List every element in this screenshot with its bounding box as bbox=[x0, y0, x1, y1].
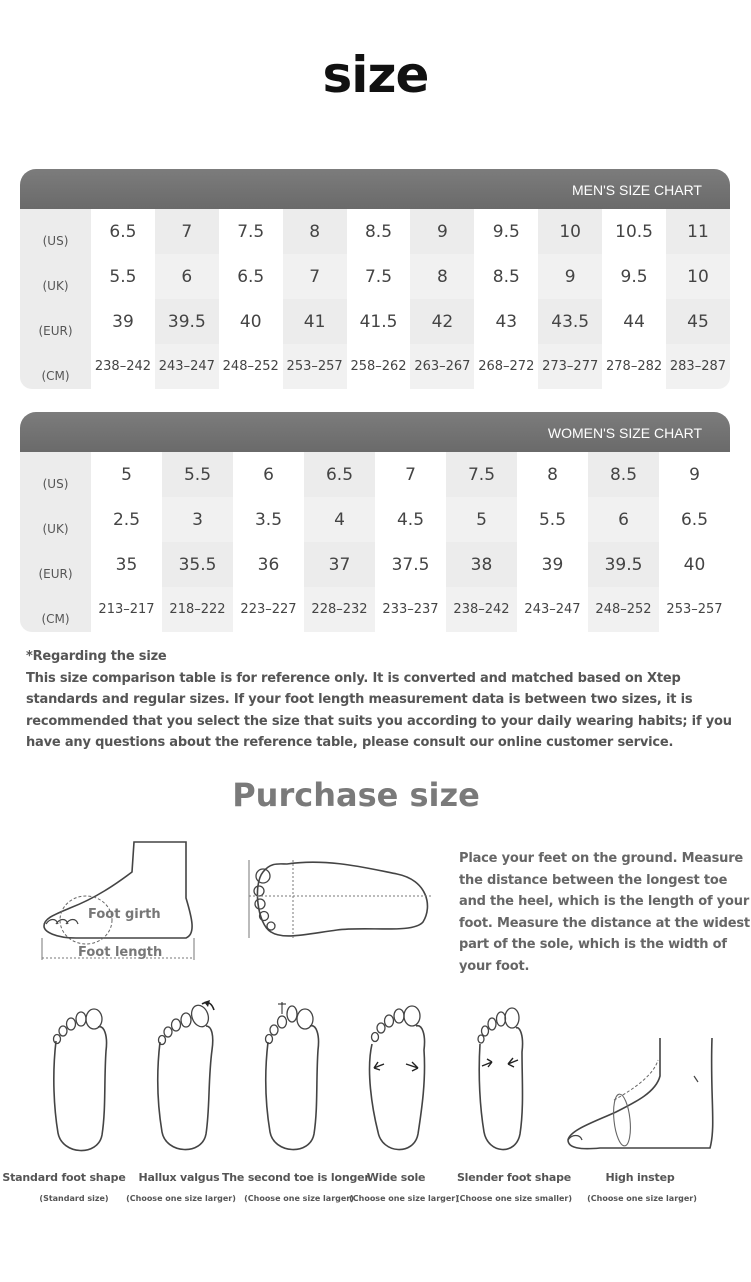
size-cell: 228–232 bbox=[304, 587, 375, 632]
standard-foot-icon bbox=[46, 1005, 114, 1160]
row-label: (US) bbox=[20, 209, 91, 254]
size-cell: 4.5 bbox=[375, 497, 446, 542]
shape-label-wide-sole: Wide sole bbox=[366, 1171, 426, 1184]
size-cell: 40 bbox=[219, 299, 283, 344]
note-body: This size comparison table is for reference only. It is converted and matched based on Xtep standards and regular sizes. If your foot length measurement data is between two sizes, it is recommended that you select the size that suits you according to your daily wearing habits; if you have any questions about the reference table, please consult our online customer service. bbox=[26, 670, 732, 750]
size-cell: 5.5 bbox=[517, 497, 588, 542]
size-cell: 7 bbox=[283, 254, 347, 299]
size-cell: 223–227 bbox=[233, 587, 304, 632]
size-cell: 8.5 bbox=[347, 209, 411, 254]
size-cell: 7 bbox=[375, 452, 446, 497]
size-cell: 39 bbox=[91, 299, 155, 344]
size-cell: 35.5 bbox=[162, 542, 233, 587]
womens-size-chart bbox=[20, 412, 730, 632]
row-label: (UK) bbox=[20, 497, 91, 542]
high-instep-foot-icon bbox=[560, 1036, 720, 1154]
size-row bbox=[20, 452, 730, 497]
purchase-size-title: Purchase size bbox=[232, 776, 480, 814]
size-cell: 248–252 bbox=[588, 587, 659, 632]
measure-instruction: Place your feet on the ground. Measure the distance between the longest toe and the heel, which is the length of your foot. Measure the distance at the widest part of the sole, which is the width of your foot. bbox=[459, 851, 750, 974]
size-cell: 243–247 bbox=[517, 587, 588, 632]
size-cell: 4 bbox=[304, 497, 375, 542]
size-cell: 5 bbox=[446, 497, 517, 542]
size-cell: 6 bbox=[588, 497, 659, 542]
page-title: size bbox=[322, 46, 429, 104]
size-row bbox=[20, 542, 730, 587]
size-cell: 45 bbox=[666, 299, 730, 344]
size-cell: 5.5 bbox=[91, 254, 155, 299]
shape-label-standard: Standard foot shape bbox=[2, 1171, 126, 1184]
shape-label-high-instep: High instep bbox=[605, 1171, 675, 1184]
size-cell: 5 bbox=[91, 452, 162, 497]
mens-size-chart bbox=[20, 169, 730, 389]
size-cell: 253–257 bbox=[659, 587, 730, 632]
size-cell: 8 bbox=[410, 254, 474, 299]
size-row bbox=[20, 497, 730, 542]
size-row bbox=[20, 587, 730, 632]
size-cell: 9 bbox=[659, 452, 730, 497]
size-cell: 44 bbox=[602, 299, 666, 344]
size-cell: 6 bbox=[233, 452, 304, 497]
size-cell: 253–257 bbox=[283, 344, 347, 389]
size-cell: 233–237 bbox=[375, 587, 446, 632]
size-cell: 42 bbox=[410, 299, 474, 344]
size-cell: 9.5 bbox=[602, 254, 666, 299]
size-row bbox=[20, 344, 730, 389]
row-label: (UK) bbox=[20, 254, 91, 299]
size-cell: 38 bbox=[446, 542, 517, 587]
size-note bbox=[26, 646, 746, 754]
size-cell: 11 bbox=[666, 209, 730, 254]
size-cell: 6.5 bbox=[219, 254, 283, 299]
row-label: (US) bbox=[20, 452, 91, 497]
row-label: (CM) bbox=[20, 587, 91, 632]
size-cell: 243–247 bbox=[155, 344, 219, 389]
shape-advice-slender: (Choose one size smaller) bbox=[456, 1194, 572, 1203]
womens-chart-table bbox=[20, 452, 730, 632]
size-cell: 41 bbox=[283, 299, 347, 344]
size-cell: 10.5 bbox=[602, 209, 666, 254]
size-cell: 36 bbox=[233, 542, 304, 587]
shape-label-second-toe: The second toe is longer bbox=[222, 1171, 370, 1184]
size-row bbox=[20, 254, 730, 299]
shape-advice-wide-sole: (Choose one size larger) bbox=[349, 1194, 459, 1203]
size-cell: 43 bbox=[474, 299, 538, 344]
size-cell: 278–282 bbox=[602, 344, 666, 389]
size-cell: 268–272 bbox=[474, 344, 538, 389]
foot-sole-view-icon bbox=[247, 854, 437, 942]
size-cell: 10 bbox=[666, 254, 730, 299]
row-label: (EUR) bbox=[20, 299, 91, 344]
size-cell: 10 bbox=[538, 209, 602, 254]
size-cell: 8 bbox=[517, 452, 588, 497]
foot-girth-label: Foot girth bbox=[88, 907, 161, 922]
size-cell: 6.5 bbox=[91, 209, 155, 254]
size-cell: 39.5 bbox=[155, 299, 219, 344]
size-cell: 41.5 bbox=[347, 299, 411, 344]
size-cell: 6.5 bbox=[659, 497, 730, 542]
shape-label-slender: Slender foot shape bbox=[456, 1171, 572, 1184]
size-cell: 263–267 bbox=[410, 344, 474, 389]
note-title: *Regarding the size bbox=[26, 649, 167, 664]
shape-label-hallux-valgus: Hallux valgus bbox=[138, 1171, 220, 1184]
size-cell: 7.5 bbox=[446, 452, 517, 497]
mens-chart-table bbox=[20, 209, 730, 389]
size-cell: 5.5 bbox=[162, 452, 233, 497]
mens-chart-header: MEN'S SIZE CHART bbox=[20, 169, 730, 209]
shape-advice-high-instep: (Choose one size larger) bbox=[587, 1194, 697, 1203]
size-cell: 40 bbox=[659, 542, 730, 587]
size-cell: 8.5 bbox=[474, 254, 538, 299]
size-cell: 9 bbox=[538, 254, 602, 299]
size-cell: 7 bbox=[155, 209, 219, 254]
size-cell: 37 bbox=[304, 542, 375, 587]
row-label: (CM) bbox=[20, 344, 91, 389]
womens-chart-header: WOMEN'S SIZE CHART bbox=[20, 412, 730, 452]
size-cell: 9.5 bbox=[474, 209, 538, 254]
size-cell: 213–217 bbox=[91, 587, 162, 632]
size-cell: 248–252 bbox=[219, 344, 283, 389]
size-cell: 2.5 bbox=[91, 497, 162, 542]
size-cell: 3 bbox=[162, 497, 233, 542]
size-cell: 283–287 bbox=[666, 344, 730, 389]
second-toe-longer-foot-icon bbox=[258, 1000, 326, 1160]
slender-foot-icon bbox=[470, 1004, 530, 1160]
size-cell: 3.5 bbox=[233, 497, 304, 542]
shape-advice-standard: (Standard size) bbox=[39, 1194, 109, 1203]
size-row bbox=[20, 209, 730, 254]
wide-sole-foot-icon bbox=[364, 1000, 430, 1160]
foot-length-label: Foot length bbox=[78, 945, 163, 960]
size-cell: 7.5 bbox=[347, 254, 411, 299]
shape-advice-hallux-valgus: (Choose one size larger) bbox=[126, 1194, 236, 1203]
size-cell: 258–262 bbox=[347, 344, 411, 389]
row-label: (EUR) bbox=[20, 542, 91, 587]
size-cell: 39.5 bbox=[588, 542, 659, 587]
size-cell: 39 bbox=[517, 542, 588, 587]
size-cell: 238–242 bbox=[91, 344, 155, 389]
size-row bbox=[20, 299, 730, 344]
size-cell: 37.5 bbox=[375, 542, 446, 587]
size-cell: 35 bbox=[91, 542, 162, 587]
size-cell: 8.5 bbox=[588, 452, 659, 497]
size-cell: 6.5 bbox=[304, 452, 375, 497]
hallux-valgus-foot-icon bbox=[150, 998, 222, 1160]
size-cell: 6 bbox=[155, 254, 219, 299]
size-cell: 8 bbox=[283, 209, 347, 254]
size-cell: 7.5 bbox=[219, 209, 283, 254]
size-cell: 238–242 bbox=[446, 587, 517, 632]
size-cell: 273–277 bbox=[538, 344, 602, 389]
size-cell: 9 bbox=[410, 209, 474, 254]
shape-advice-second-toe: (Choose one size larger) bbox=[244, 1194, 354, 1203]
size-cell: 218–222 bbox=[162, 587, 233, 632]
size-cell: 43.5 bbox=[538, 299, 602, 344]
